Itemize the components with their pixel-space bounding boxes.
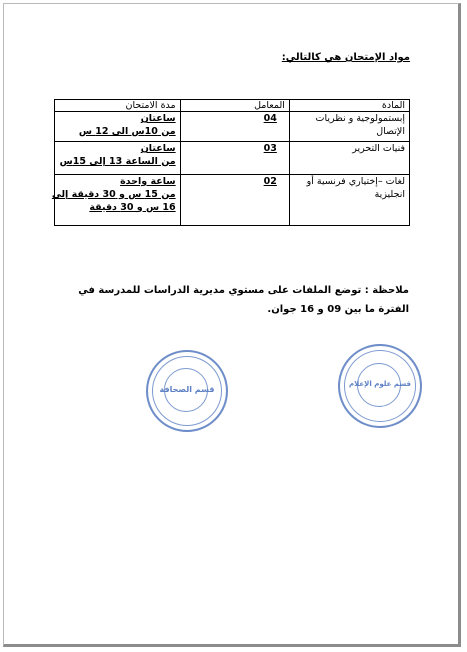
duration-line: من 10س الى 12 س xyxy=(78,125,176,137)
duration-cell xyxy=(51,175,181,226)
duration-line: ساعتان xyxy=(140,143,176,154)
table-row xyxy=(55,142,410,175)
duration-line: 16 س و 30 دقيقة xyxy=(89,201,176,213)
duration-line: من 15 س و 30 دقيقة إلى xyxy=(51,188,176,200)
subject-cell: لغات –إختياري فرنسية أو انجليزية xyxy=(289,175,409,226)
note-text: ملاحظة : توضع الملفات على مستوي مديرية الدراسات للمدرسة في الفترة ما بين 09 و 16 جوان. xyxy=(78,285,409,315)
table-row xyxy=(55,175,410,226)
header-duration: مدة الامتحان xyxy=(55,100,181,112)
table-row xyxy=(55,112,410,142)
duration-line: ساعة واحدة xyxy=(120,176,176,187)
duration-line: من الساعة 13 إلى 15س xyxy=(59,155,176,167)
coefficient-cell xyxy=(180,112,289,142)
stamp-center-text: قسم علوم الإعلام xyxy=(348,380,412,388)
table-header-row xyxy=(55,100,410,112)
coefficient-value: 04 xyxy=(263,113,277,124)
right-stamp xyxy=(338,344,422,428)
coefficient-value: 02 xyxy=(263,176,277,187)
duration-line: ساعتان xyxy=(140,113,176,124)
coefficient-cell xyxy=(180,142,289,175)
left-stamp xyxy=(146,350,228,432)
section-heading: مواد الإمتحان هي كالتالي: xyxy=(281,52,410,63)
stamp-center-text: قسم الصحافة xyxy=(159,385,215,394)
header-coefficient: المعامل xyxy=(180,100,289,112)
duration-cell xyxy=(55,142,181,175)
header-subject: المادة xyxy=(289,100,409,112)
coefficient-cell xyxy=(180,175,289,226)
subject-cell: إبستمولوجية و نظريات الإتصال xyxy=(289,112,409,142)
subject-cell: فنيات التحرير xyxy=(289,142,409,175)
duration-cell xyxy=(55,112,181,142)
exam-table xyxy=(51,99,410,226)
coefficient-value: 03 xyxy=(263,143,277,154)
